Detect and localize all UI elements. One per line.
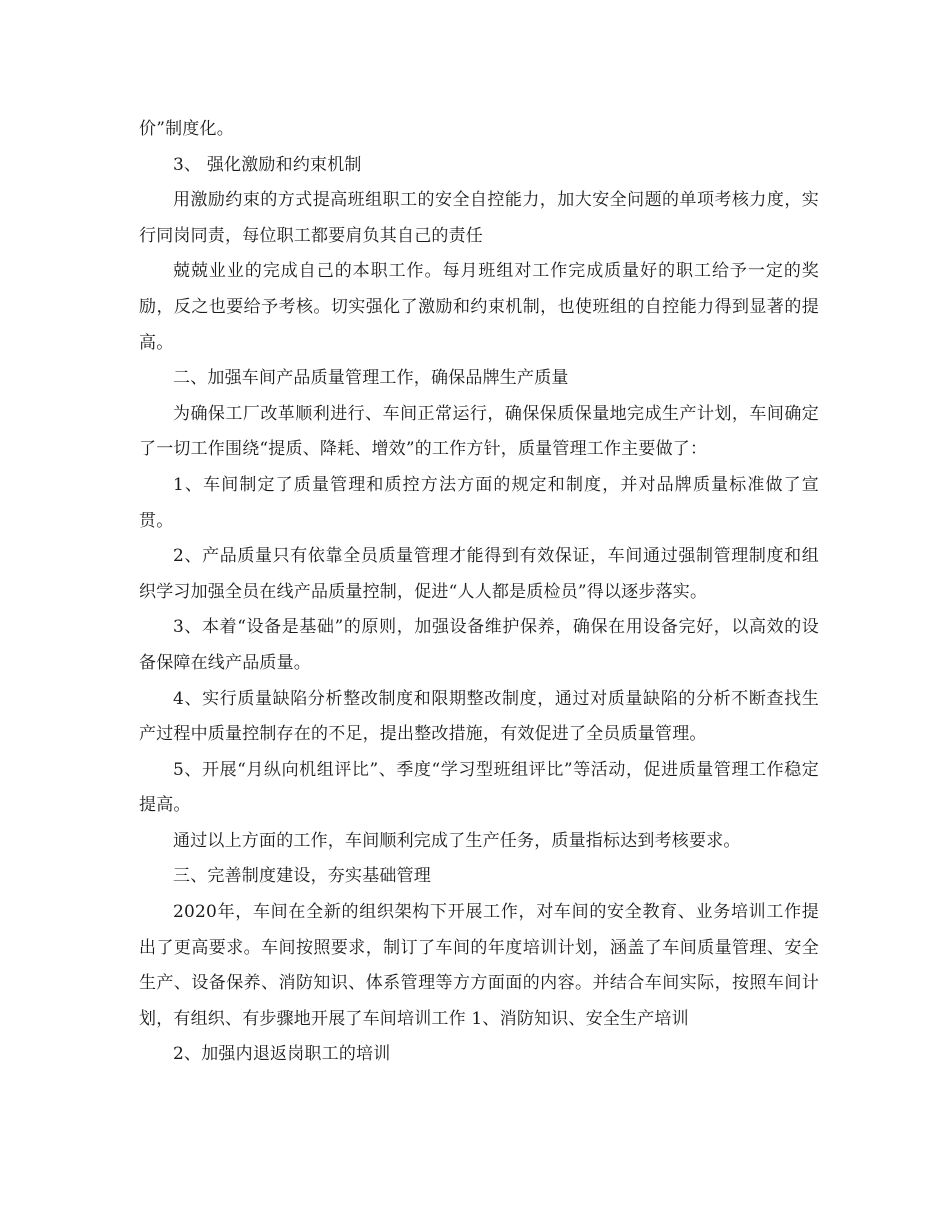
- list-item: 2、加强内退返岗职工的培训: [173, 1044, 391, 1065]
- paragraph: 2020年，车间在全新的组织架构下开展工作，对车间的安全教育、业务培训工作提出了更高要求。车间按照要求，制订了车间的年度培训计划，涵盖了车间质量管理、安全生产、设备保养、消防知识、体系管理等方方面面的内容。并结合车间实际，按照车间计划，有组织、有步骤地开展了车间培训工作 1、消防知识、安全生产培训: [139, 902, 819, 1029]
- section-heading: 三、完善制度建设，夯实基础管理: [173, 866, 431, 887]
- document-body: [139, 112, 819, 1073]
- paragraph: 用激励约束的方式提高班组职工的安全自控能力，加大安全问题的单项考核力度，实行同岗同责，每位职工都要肩负其自己的责任: [139, 190, 819, 246]
- list-item: 2、产品质量只有依靠全员质量管理才能得到有效保证，车间通过强制管理制度和组织学习加强全员在线产品质量控制，促进“人人都是质检员”得以逐步落实。: [139, 546, 819, 602]
- paragraph: 通过以上方面的工作，车间顺利完成了生产任务，质量指标达到考核要求。: [173, 830, 741, 851]
- paragraph: 兢兢业业的完成自己的本职工作。每月班组对工作完成质量好的职工给予一定的奖励，反之也要给予考核。切实强化了激励和约束机制，也使班组的自控能力得到显著的提高。: [139, 261, 819, 353]
- list-item: 1、车间制定了质量管理和质控方法方面的规定和制度，并对品牌质量标准做了宣贯。: [139, 474, 819, 531]
- list-item: 4、实行质量缺陷分析整改制度和限期整改制度，通过对质量缺陷的分析不断查找生产过程中质量控制存在的不足，提出整改措施，有效促进了全员质量管理。: [139, 688, 819, 745]
- list-item: 3、本着“设备是基础”的原则，加强设备维护保养，确保在用设备完好，以高效的设备保障在线产品质量。: [139, 617, 819, 673]
- section-heading: 3、 强化激励和约束机制: [173, 154, 362, 175]
- paragraph: 价”制度化。: [139, 119, 234, 139]
- paragraph: 为确保工厂改革顺利进行、车间正常运行，确保保质保量地完成生产计划，车间确定了一切工作围绕“提质、降耗、增效”的工作方针，质量管理工作主要做了：: [139, 403, 819, 460]
- list-item: 5、开展“月纵向机组评比”、季度“学习型班组评比”等活动，促进质量管理工作稳定提高。: [139, 759, 819, 816]
- section-heading: 二、加强车间产品质量管理工作，确保品牌生产质量: [173, 368, 569, 389]
